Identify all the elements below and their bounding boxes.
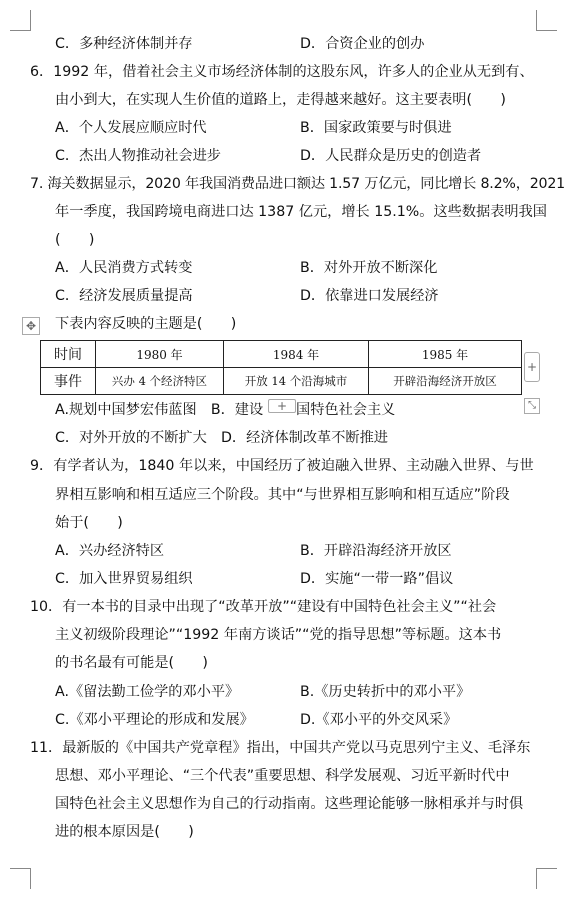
table-resize-handle[interactable]: [524, 398, 540, 414]
q7-option-d: D．依靠进口发展经济: [300, 288, 439, 304]
table-row-header: [41, 341, 522, 368]
q6-stem-line-1: 6．1992 年，借着社会主义市场经济体制的这股东风，许多人的企业从无到有、: [30, 64, 534, 80]
q8-table: [40, 340, 522, 395]
q5-option-d: D．合资企业的创办: [300, 36, 425, 52]
move-cross-icon: ✥: [25, 319, 37, 333]
table-cell-event-1984: 开放 14 个沿海城市: [224, 368, 369, 395]
q10-stem-line-1: 10．有一本书的目录中出现了“改革开放”“建设有中国特色社会主义”“社会: [30, 599, 497, 615]
plus-icon: +: [276, 399, 288, 413]
q10-option-c: C.《邓小平理论的形成和发展》: [55, 712, 254, 728]
resize-diagonal-icon: ⤡: [528, 400, 536, 411]
q11-stem-line-2: 思想、邓小平理论、“三个代表”重要思想、科学发展观、习近平新时代中: [55, 768, 510, 784]
q11-stem-line-3: 国特色社会主义思想作为自己的行动指南。这些理论能够一脉相承并与时俱: [55, 796, 524, 812]
q8-option-ab-right: 国特色社会主义: [296, 402, 396, 418]
q7-stem-line-1: 7. 海关数据显示，2020 年我国消费品进口额达 1.57 万亿元，同比增长 8.2%，2021: [30, 176, 566, 192]
q9-stem-line-1: 9．有学者认为，1840 年以来，中国经历了被迫融入世界、主动融入世界、与世: [30, 458, 534, 474]
q5-option-c: C．多种经济体制并存: [55, 36, 193, 52]
q9-option-a: A．兴办经济特区: [55, 543, 165, 559]
q9-option-b: B．开辟沿海经济开放区: [300, 543, 452, 559]
table-move-handle[interactable]: [22, 317, 40, 335]
table-cell-1985: 1985 年: [369, 341, 522, 368]
q6-option-c: C．杰出人物推动社会进步: [55, 148, 221, 164]
q11-stem-line-4: 进的根本原因是( ): [55, 824, 194, 840]
q7-stem-line-2: 年一季度，我国跨境电商进口达 1387 亿元，增长 15.1%。这些数据表明我国: [55, 204, 547, 220]
q6-stem-line-2: 由小到大，在实现人生价值的道路上，走得越来越好。这主要表明( ): [55, 92, 506, 108]
crop-mark-top-left: [10, 10, 31, 31]
crop-mark-top-right: [536, 10, 557, 31]
q10-option-b: B.《历史转折中的邓小平》: [300, 684, 471, 700]
plus-icon: +: [526, 360, 538, 374]
crop-mark-bottom-left: [10, 868, 31, 889]
table-cell-event-label: 事件: [41, 368, 96, 395]
q8-option-ab-left: A.规划中国梦宏伟蓝图 B．建设: [55, 402, 264, 418]
q6-option-d: D．人民群众是历史的创造者: [300, 148, 482, 164]
q10-stem-line-3: 的书名最有可能是( ): [55, 655, 208, 671]
q7-option-c: C．经济发展质量提高: [55, 288, 193, 304]
q6-option-a: A．个人发展应顺应时代: [55, 120, 207, 136]
q8-option-cd: C．对外开放的不断扩大 D．经济体制改革不断推进: [55, 430, 388, 446]
table-cell-event-1985: 开辟沿海经济开放区: [369, 368, 522, 395]
q10-stem-line-2: 主义初级阶段理论”“1992 年南方谈话”“党的指导思想”等标题。这本书: [55, 627, 502, 643]
crop-mark-bottom-right: [536, 868, 557, 889]
q10-option-a: A.《留法勤工俭学的邓小平》: [55, 684, 240, 700]
q10-option-d: D.《邓小平的外交风采》: [300, 712, 458, 728]
q11-stem-line-1: 11．最新版的《中国共产党章程》指出，中国共产党以马克思列宁主义、毛泽东: [30, 740, 531, 756]
q8-stem: 下表内容反映的主题是( ): [55, 316, 237, 332]
table-cell-event-1980: 兴办 4 个经济特区: [96, 368, 224, 395]
q9-option-d: D．实施“一带一路”倡议: [300, 571, 454, 587]
q9-option-c: C．加入世界贸易组织: [55, 571, 193, 587]
table-cell-time: 时间: [41, 341, 96, 368]
q7-option-b: B．对外开放不断深化: [300, 260, 438, 276]
q9-stem-line-3: 始于( ): [55, 515, 123, 531]
q9-stem-line-2: 界相互影响和相互适应三个阶段。其中“与世界相互影响和相互适应”阶段: [55, 487, 510, 503]
table-cell-1980: 1980 年: [96, 341, 224, 368]
table-row-event: [41, 368, 522, 395]
insert-row-button[interactable]: [268, 399, 296, 413]
table-cell-1984: 1984 年: [224, 341, 369, 368]
q7-option-a: A．人民消费方式转变: [55, 260, 193, 276]
add-column-button[interactable]: [524, 352, 540, 382]
q7-stem-line-3: ( ): [55, 232, 95, 248]
q6-option-b: B．国家政策要与时俱进: [300, 120, 452, 136]
